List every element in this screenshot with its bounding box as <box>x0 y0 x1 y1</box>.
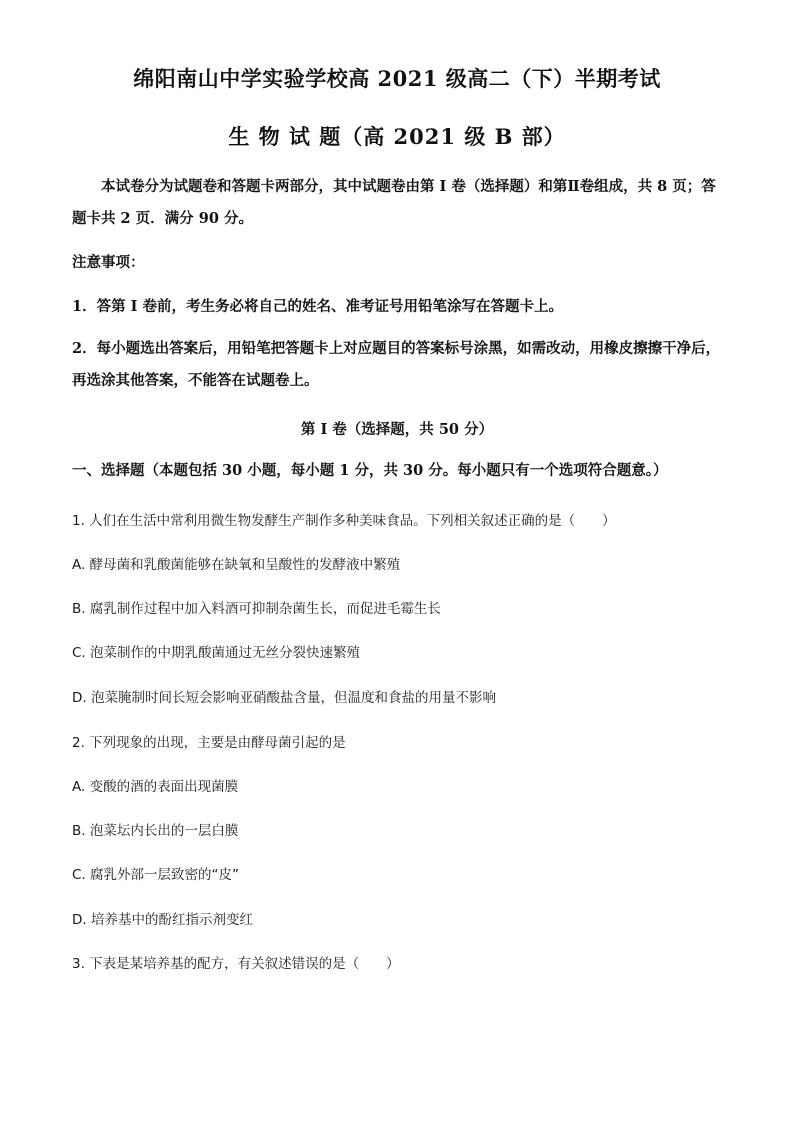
exam-subtitle: 生 物 试 题（高 2021 级 B 部） <box>228 124 566 149</box>
question-1-option-a: A. 酵母菌和乳酸菌能够在缺氧和呈酸性的发酵液中繁殖 <box>72 557 401 573</box>
question-2-option-b: B. 泡菜坛内长出的一层白膜 <box>72 823 239 839</box>
question-1-stem: 1. 人们在生活中常利用微生物发酵生产制作多种美味食品。下列相关叙述正确的是（ ） <box>72 513 616 529</box>
section-instruction: 一、选择题（本题包括 30 小题，每小题 1 分，共 30 分。每小题只有一个选项符合题意。） <box>72 462 668 479</box>
question-2-option-a: A. 变酸的酒的表面出现菌膜 <box>72 779 239 795</box>
question-2-stem: 2. 下列现象的出现，主要是由酵母菌引起的是 <box>72 735 346 751</box>
note-item-2: 2．每小题选出答案后，用铅笔把答题卡上对应题目的答案标号涂黑，如需改动，用橡皮擦擦干净后，再选涂其他答案，不能答在试题卷上。 <box>72 340 721 389</box>
question-1-option-b: B. 腐乳制作过程中加入料酒可抑制杂菌生长，而促进毛霉生长 <box>72 601 441 617</box>
note-item-1: 1．答第 I 卷前，考生务必将自己的姓名、准考证号用铅笔涂写在答题卡上。 <box>72 298 563 315</box>
question-1-option-d: D. 泡菜腌制时间长短会影响亚硝酸盐含量，但温度和食盐的用量不影响 <box>72 690 496 706</box>
notes-heading: 注意事项： <box>72 254 145 271</box>
question-2-option-d: D. 培养基中的酚红指示剂变红 <box>72 912 253 928</box>
exam-title: 绵阳南山中学实验学校高 2021 级高二（下）半期考试 <box>133 66 661 91</box>
question-3-stem: 3. 下表是某培养基的配方，有关叙述错误的是（ ） <box>72 956 400 972</box>
question-1-option-c: C. 泡菜制作的中期乳酸菌通过无丝分裂快速繁殖 <box>72 645 361 661</box>
section-title: 第 I 卷（选择题，共 50 分） <box>300 421 494 438</box>
question-2-option-c: C. 腐乳外部一层致密的“皮” <box>72 867 239 883</box>
intro-paragraph: 本试卷分为试题卷和答题卡两部分，其中试题卷由第 I 卷（选择题）和第Ⅱ卷组成，共 8 页；答题卡共 2 页．满分 90 分。 <box>72 178 716 227</box>
